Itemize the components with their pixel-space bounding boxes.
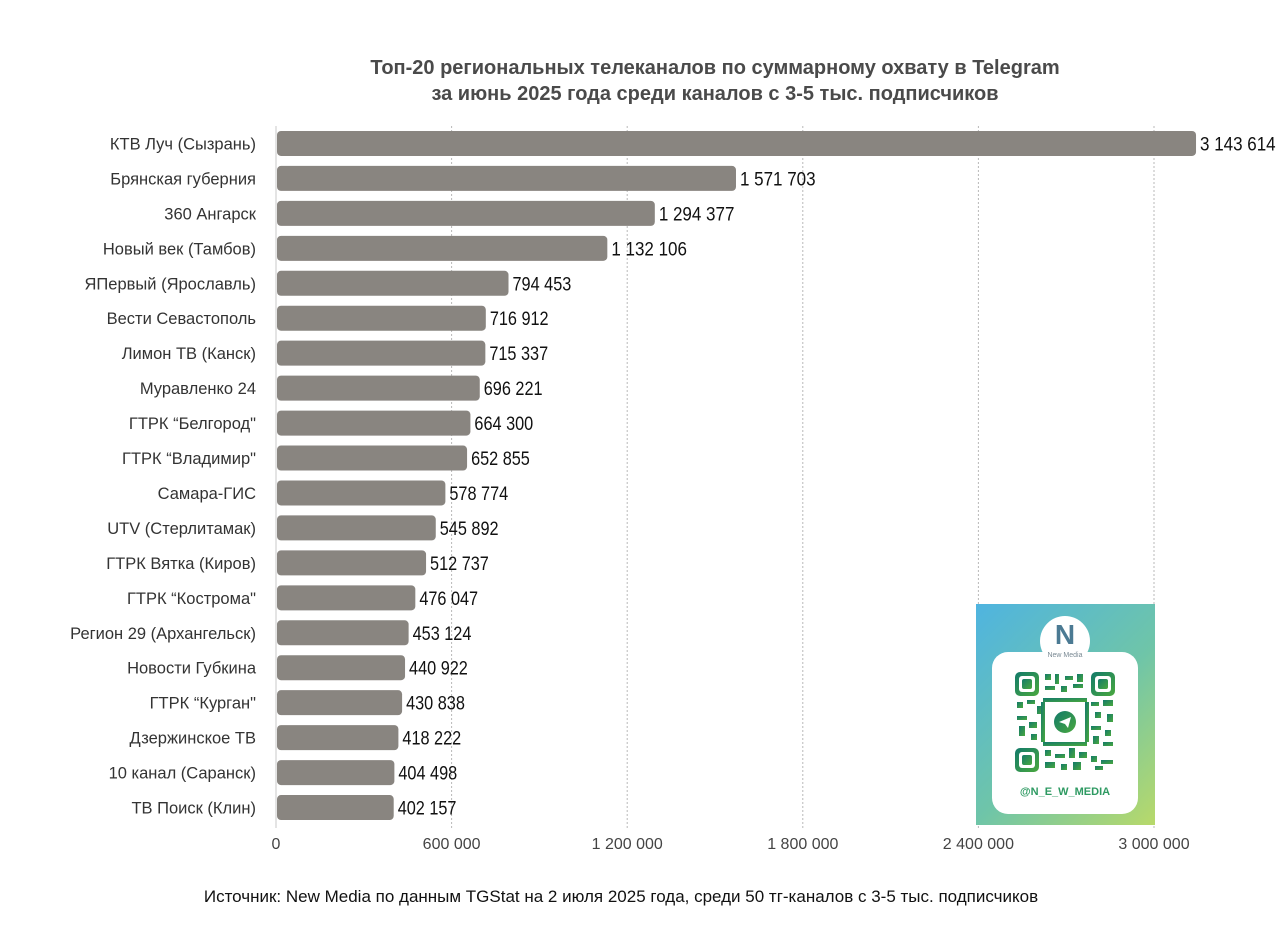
bar xyxy=(277,376,480,401)
bar xyxy=(277,480,445,505)
qr-code-icon[interactable] xyxy=(1015,672,1115,772)
bar xyxy=(277,201,655,226)
data-label: 664 300 xyxy=(474,414,534,436)
x-tick-label: 2 400 000 xyxy=(942,836,1014,853)
bar xyxy=(277,306,486,331)
x-tick-label: 1 800 000 xyxy=(767,836,839,853)
data-label: 404 498 xyxy=(398,763,458,785)
category-label: Муравленко 24 xyxy=(139,380,256,399)
new-media-logo xyxy=(1040,616,1090,666)
category-label: Лимон ТВ (Канск) xyxy=(121,345,256,364)
logo-text: New Media xyxy=(1047,652,1083,659)
qr-card-panel xyxy=(992,652,1138,814)
category-label: Регион 29 (Архангельск) xyxy=(70,624,256,643)
data-label: 578 774 xyxy=(449,483,509,505)
data-label: 418 222 xyxy=(402,728,462,750)
bar xyxy=(277,341,485,366)
category-label: ГТРК “Курган" xyxy=(149,694,256,713)
source-note: Источник: New Media по данным TGStat на 2 июля 2025 года, среди 50 тг-каналов с 3-5 тыс. подписчиков xyxy=(203,887,1039,906)
category-label: Самара-ГИС xyxy=(157,484,256,503)
chart-title-line-1: Топ-20 региональных телеканалов по суммарному охвату в Telegram xyxy=(370,57,1060,79)
category-label: Новости Губкина xyxy=(127,659,256,678)
bar xyxy=(277,690,402,715)
bar xyxy=(277,760,394,785)
bar xyxy=(277,411,470,436)
category-label: Дзержинское ТВ xyxy=(129,729,256,748)
bar xyxy=(277,620,409,645)
bar xyxy=(277,550,426,575)
category-label: ГТРК “Владимир" xyxy=(122,450,256,469)
bar xyxy=(277,236,607,261)
bar xyxy=(277,585,415,610)
category-label: ГТРК “Кострома" xyxy=(126,589,256,608)
data-label: 1 294 377 xyxy=(658,204,735,226)
category-label: ТВ Поиск (Клин) xyxy=(131,799,256,818)
data-label: 1 571 703 xyxy=(739,169,816,191)
category-label: 360 Ангарск xyxy=(164,205,256,224)
logo-mark: N xyxy=(1054,619,1076,650)
telegram-handle-link[interactable]: @N_E_W_MEDIA xyxy=(1019,786,1111,798)
bar xyxy=(277,271,509,296)
category-label: Брянская губерния xyxy=(110,170,256,189)
category-label: ГТРК “Белгород" xyxy=(128,415,256,434)
data-label: 652 855 xyxy=(471,449,530,471)
bar xyxy=(277,515,436,540)
x-tick-label: 1 200 000 xyxy=(591,836,663,853)
category-label: UTV (Стерлитамак) xyxy=(107,519,256,538)
data-label: 402 157 xyxy=(397,798,457,820)
data-label: 3 143 614 xyxy=(1200,134,1277,156)
data-label: 545 892 xyxy=(439,518,499,540)
chart-title-line-2: за июнь 2025 года среди каналов с 3-5 тыс. подписчиков xyxy=(431,83,999,105)
bar xyxy=(277,725,398,750)
data-label: 476 047 xyxy=(419,588,479,610)
category-label: Новый век (Тамбов) xyxy=(102,240,256,259)
data-label: 430 838 xyxy=(406,693,465,715)
data-label: 794 453 xyxy=(512,274,572,296)
x-tick-label: 600 000 xyxy=(422,836,481,853)
data-label: 715 337 xyxy=(489,344,549,366)
bar xyxy=(277,131,1196,156)
category-label: КТВ Луч (Сызрань) xyxy=(109,135,256,154)
data-label: 453 124 xyxy=(412,623,472,645)
category-label: Вести Севастополь xyxy=(106,310,256,329)
x-tick-label: 0 xyxy=(271,836,281,853)
bar xyxy=(277,655,405,680)
data-label: 512 737 xyxy=(430,553,489,575)
category-label: ГТРК Вятка (Киров) xyxy=(106,554,256,573)
bar xyxy=(277,166,736,191)
data-label: 440 922 xyxy=(409,658,468,680)
x-tick-label: 3 000 000 xyxy=(1118,836,1190,853)
data-label: 716 912 xyxy=(489,309,549,331)
category-label: 10 канал (Саранск) xyxy=(108,764,256,783)
bar xyxy=(277,446,467,471)
data-label: 696 221 xyxy=(483,379,543,401)
data-label: 1 132 106 xyxy=(611,239,687,261)
bar xyxy=(277,795,394,820)
category-label: ЯПервый (Ярославль) xyxy=(84,275,256,294)
qr-promo-card[interactable] xyxy=(976,604,1155,825)
